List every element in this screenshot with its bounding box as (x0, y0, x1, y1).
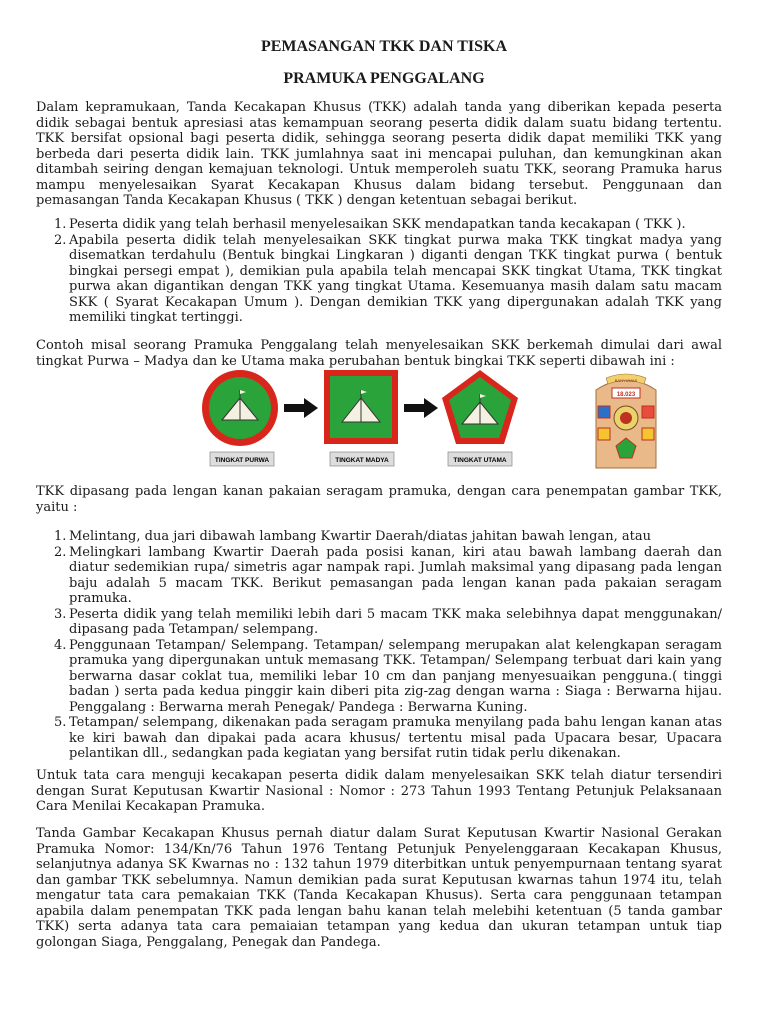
example-paragraph: Contoh misal seorang Pramuka Penggalang telah menyelesaikan SKK berkemah dimulai dari awal tingkat Purwa – Madya dan ke Utama maka perubahan bentuk bingkai TKK seperti dibawah ini : (36, 338, 722, 369)
label-utama (448, 452, 512, 466)
svg-text:TINGKAT UTAMA: TINGKAT UTAMA (453, 457, 507, 464)
page-subtitle: PRAMUKA PENGGALANG (283, 70, 485, 87)
arrow-right-icon (284, 398, 318, 418)
list-item: 2. Melingkari lambang Kwartir Daerah pada posisi kanan, kiri atau bawah lambang daerah dan diatur sedemikian rupa/ simetris agar nampak rapi. Jumlah maksimal yang dipasang pada lengan baju adalah 5 macam TKK. Berikut pemasangan pada lengan kanan pada pakaian seragam pramuka. (54, 544, 722, 606)
history-paragraph: Tanda Gambar Kecakapan Khusus pernah diatur dalam Surat Keputusan Kwartir Nasional Gerakan Pramuka Nomor: 134/Kn/76 Tahun 1976 Tentang Petunjuk Penyelenggaraan Kecakapan Khusus, selanjutnya adanya SK Kwarnas no : 132 tahun 1979 diterbitkan untuk penyempurnaan tentang syarat dan gambar TKK sebelumnya. Namun demikian pada surat Keputusan kwarnas tahun 1974 itu, telah mengatur tata cara pemakaian TKK (Tanda Kecakapan Khusus). Serta cara penggunaan tetampan apabila dalam penempatan TKK pada lengan bahu kanan telah melebihi ketentuan (5 tanda gambar TKK) serta adanya tata cara pemaiaian tetampan yang kedua dan ukuran tetampan untuk tiap golongan Siaga, Penggalang, Penegak dan Pandega. (36, 826, 722, 950)
arrow-right-icon (404, 398, 438, 418)
rules-list (36, 217, 722, 326)
placement-intro: TKK dipasang pada lengan kanan pakaian seragam pramuka, dengan cara penempatan gambar TKK, yaitu : (36, 484, 722, 515)
list-item: 5. Tetampan/ selempang, dikenakan pada seragam pramuka menyilang pada bahu lengan kanan atas ke kiri bawah dan dipakai pada acara khusus/ tertentu misal pada Upacara besar, Upacara pelantikan dll., sedangkan pada kegiatan yang bersifat rutin tidak perlu dikenakan. (54, 715, 722, 761)
svg-text:18.023: 18.023 (616, 392, 636, 398)
tkk-level-figure (196, 368, 670, 470)
svg-text:TINGKAT MADYA: TINGKAT MADYA (335, 457, 389, 464)
intro-paragraph: Dalam kepramukaan, Tanda Kecakapan Khusus (TKK) adalah tanda yang diberikan kepada peserta didik sebagai bentuk apresiasi atas kemampuan seorang peserta didik dalam suatu bidang tertentu. TKK bersifat opsional bagi peserta didik, sehingga seorang peserta didik dapat memiliki TKK yang berbeda dari peserta didik lain. TKK jumlahnya saat ini mencapai puluhan, dan kemungkinan akan ditambah seiring dengan kemajuan teknologi. Untuk memperoleh suatu TKK, seorang Pramuka harus mampu menyelesaikan Syarat Kecakapan Khusus dalam bidang tersebut. Penggunaan dan pemasangan Tanda Kecakapan Khusus ( TKK ) dengan ketentuan sebagai berikut. (36, 100, 722, 208)
label-madya (330, 452, 394, 466)
page-title: PEMASANGAN TKK DAN TISKA (260, 38, 508, 55)
badge-madya-icon (324, 370, 398, 444)
placement-list (36, 529, 722, 762)
list-item: 4. Penggunaan Tetampan/ Selempang. Tetampan/ selempang merupakan alat kelengkapan seragam pramuka yang dipergunakan untuk memasang TKK. Tetampan/ Selempang terbuat dari kain yang berwarna dasar coklat tua, memiliki lebar 10 cm dan panjang menyesuaikan pengguna.( tinggi badan ) serta pada kedua pinggir kain diberi pita zig-zag dengan warna : Siaga : Berwarna hijau. Penggalang : Berwarna merah Penegak/ Pandega : Berwarna Kuning. (54, 637, 722, 715)
list-item: 2. Apabila peserta didik telah menyelesaikan SKK tingkat purwa maka TKK tingkat madya yang disematkan terdahulu (Bentuk bingkai Lingkaran ) diganti dengan TKK tingkat purwa ( bentuk bingkai persegi empat ), demikian pula apabila telah mencapai SKK tingkat Utama, TKK tingkat purwa akan digantikan dengan TKK yang tingkat Utama. Kesemuanya masih dalam satu macam SKK ( Syarat Kecakapan Umum ). Dengan demikian TKK yang dipergunakan adalah TKK yang memiliki tingkat tertinggi. (54, 232, 722, 325)
testing-paragraph: Untuk tata cara menguji kecakapan peserta didik dalam menyelesaikan SKK telah diatur tersendiri dengan Surat Keputusan Kwartir Nasional : Nomor : 273 Tahun 1993 Tentang Petunjuk Pelaksanaan Cara Menilai Kecakapan Pramuka. (36, 768, 722, 814)
list-item: 1. Melintang, dua jari dibawah lambang Kwartir Daerah/diatas jahitan bawah lengan, atau (54, 529, 651, 544)
svg-text:BANYUMAS: BANYUMAS (614, 378, 638, 383)
sleeve-badges-icon (596, 374, 656, 468)
list-item: 3. Peserta didik yang telah memiliki lebih dari 5 macam TKK maka selebihnya dapat menggunakan/ dipasang pada Tetampan/ selempang. (54, 606, 722, 637)
label-purwa (210, 452, 274, 466)
badge-utama-icon (442, 370, 518, 444)
badge-purwa-icon (202, 370, 278, 446)
list-item: 1. Peserta didik yang telah berhasil menyelesaikan SKK mendapatkan tanda kecakapan ( TKK ). (54, 217, 686, 232)
svg-text:TINGKAT PURWA: TINGKAT PURWA (214, 457, 270, 464)
